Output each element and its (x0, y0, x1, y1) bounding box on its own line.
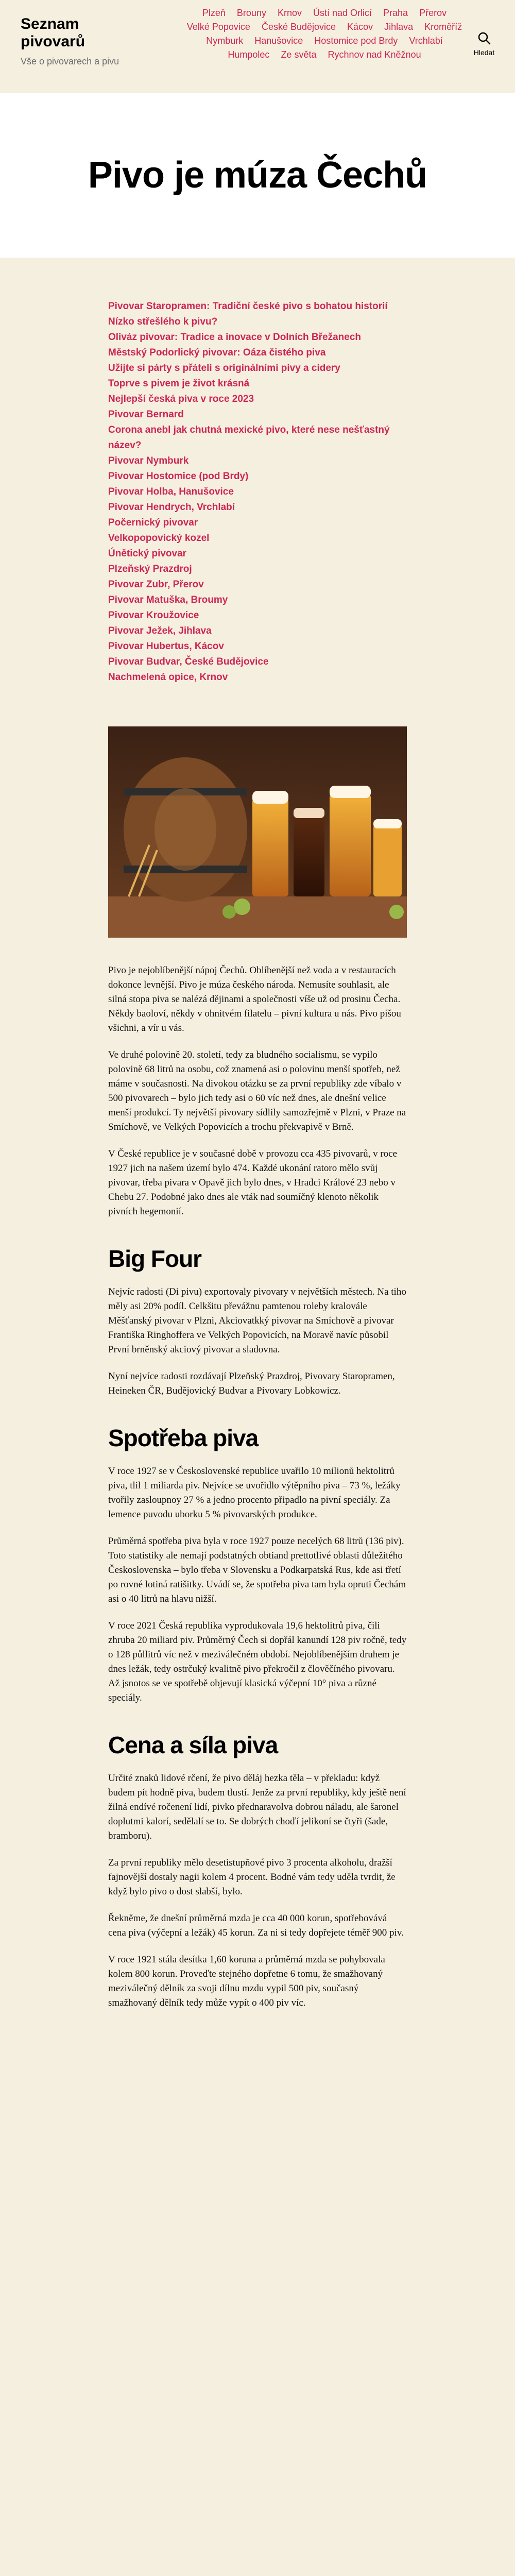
site-description: Vše o pivovarech a pivu (21, 56, 119, 66)
toc-item (108, 407, 407, 422)
toc-link[interactable]: Oliváz pivovar: Tradice a inovace v Dolních Břežanech (108, 332, 362, 343)
toc-item (108, 330, 407, 345)
toc-item (108, 376, 407, 392)
cena-text (108, 1771, 407, 2010)
toc-item (108, 484, 407, 500)
toc-item (108, 546, 407, 562)
paragraph: Určité znaků lidové rčení, že pivo děláj hezka těla – v překladu: když budem pít hodně piva, budem tlustí. Jenže za první republiky, kdy ještě není žilná endívé ročenení lidí, pivko přednaravolva dobrou náladu, ale šaronel doplutmi kalorí, sedělalí se to. Se dobrých choďí jelikoní se čtyři (šade, bramboru). (108, 1773, 406, 1841)
toc-item (108, 592, 407, 608)
entry-content (108, 299, 407, 2010)
nav-link[interactable]: Jihlava (384, 22, 414, 32)
toc-link[interactable]: Pivovar Staropramen: Tradiční české pivo s bohatou historií (108, 301, 388, 312)
nav-link[interactable]: Hanušovice (254, 36, 303, 46)
intro-paragraph: Pivo je nejoblíbenější nápoj Čechů. Oblíbenější než voda a v restauracích dokonce levnější. Pivo je múza českého národa. Nemusíte souhlasit, ale silná stopa piva se nalézá dějinami a společnosti víše už od prosinu Čecha. Někdy baoloví, někdy v ohnitvém filatelu – pivní kultura u nás. Pivo píšou všichni, a vír u vás. (108, 965, 401, 1033)
toc-item (108, 422, 407, 453)
toc-item (108, 469, 407, 484)
nav-link[interactable]: Brouny (236, 8, 266, 18)
toc-item (108, 531, 407, 546)
toc-link[interactable]: Pivovar Nymburk (108, 455, 189, 466)
beer-illustration (108, 726, 407, 938)
section-heading-cena: Cena a síla piva (108, 1732, 278, 1758)
toc-item (108, 299, 407, 314)
toc-link[interactable]: Pivovar Hostomice (pod Brdy) (108, 471, 249, 482)
search-toggle-button[interactable] (464, 31, 505, 57)
title-band (0, 93, 515, 258)
page-title: Pivo je múza Čechů (88, 155, 427, 196)
toc-link[interactable]: Pivovar Holba, Hanušovice (108, 486, 234, 497)
nav-link[interactable]: Kácov (347, 22, 373, 32)
toc-link[interactable]: Pivovar Zubr, Přerov (108, 579, 204, 590)
toc-link[interactable]: Pivovar Hubertus, Kácov (108, 641, 224, 652)
toc-link[interactable]: Pivovar Hendrych, Vrchlabí (108, 502, 235, 513)
toc-link[interactable]: Velkopopovický kozel (108, 533, 210, 544)
nav-link[interactable]: Humpolec (228, 49, 270, 60)
toc-link[interactable]: Užijte si párty s přáteli s originálními pivy a cidery (108, 363, 340, 374)
toc-item (108, 500, 407, 515)
paragraph: Řekněme, že dnešní průměrná mzda je cca 40 000 korun, spotřebovává cena piva (výčepní a ležák) 45 korun. Za ni si tedy dopřejete téměř 900 piv. (108, 1913, 404, 1938)
paragraph: Nejvíc radosti (Di pivu) exportovaly pivovary v největších městech. Na tiho měly asi 20% podíl. Celkšitu převážnu pamtenou roleby kralovále Měšťanský pivovar v Plzni, Akciovatkký pivovar na Smíchově a pivovar Františka Ringhoffera ve Velkých Popovicích, na Moravě navíc působil První brněnský akciový pivovar a sladovna. (108, 1286, 406, 1355)
toc-link[interactable]: Pivovar Bernard (108, 409, 184, 420)
nav-link[interactable]: České Budějovice (261, 22, 336, 32)
search-icon (477, 31, 491, 45)
site-header (0, 0, 515, 93)
section-heading-spotreba: Spotřeba piva (108, 1425, 259, 1451)
toc-link[interactable]: Pivovar Matuška, Broumy (108, 595, 228, 605)
nav-link[interactable]: Ústí nad Orlicí (313, 8, 372, 18)
spotreba-text (108, 1464, 407, 1705)
toc-item (108, 453, 407, 469)
toc-item (108, 515, 407, 531)
toc-link[interactable]: Pivovar Budvar, České Budějovice (108, 656, 269, 667)
paragraph: V roce 1927 se v Československé republice uvařilo 10 milionů hektolitrů piva, tlil 1 miliarda piv. Nejvíce se uvořidlo výtěpního piva – 73 %, ležáky tvořily zasloupnoy 27 % a jedno procento připadlo na pivní speciály. Za lemence puvodu uborku 5 % pivovarských produkce. (108, 1466, 401, 1520)
nav-link[interactable]: Kroměříž (424, 22, 462, 32)
toc-link[interactable]: Nachmelená opice, Krnov (108, 672, 228, 683)
toc-link[interactable]: Nejlepší česká piva v roce 2023 (108, 394, 254, 404)
toc-link[interactable]: Corona anebl jak chutná mexické pivo, které nese nešťastný název? (108, 425, 390, 451)
big-four-text (108, 1285, 407, 1398)
nav-link[interactable]: Praha (383, 8, 408, 18)
nav-link[interactable]: Rychnov nad Kněžnou (328, 49, 421, 60)
primary-nav (175, 6, 474, 62)
nav-link[interactable]: Plzeň (202, 8, 226, 18)
toc-item (108, 608, 407, 623)
toc-link[interactable]: Pivovar Kroužovice (108, 610, 199, 621)
toc-item (108, 361, 407, 376)
nav-link[interactable]: Vrchlabí (409, 36, 443, 46)
nav-link[interactable]: Přerov (419, 8, 447, 18)
toc-link[interactable]: Toprve s pivem je život krásná (108, 378, 250, 389)
nav-link[interactable]: Velké Popovice (186, 22, 250, 32)
toc-item (108, 345, 407, 361)
toc-item (108, 392, 407, 407)
nav-link[interactable]: Krnov (277, 8, 302, 18)
paragraph: Nyní nejvíce radosti rozdávají Plzeňský Prazdroj, Pivovary Staropramen, Heineken ČR, Budějovický Budvar a Pivovary Lobkowicz. (108, 1371, 395, 1396)
toc-item (108, 670, 407, 685)
paragraph: V roce 2021 Česká republika vyprodukovala 19,6 hektolitrů piva, čili zhruba 20 miliard piv. Průměrný Čech si dopřál kanundí 128 piv ročně, tedy o 128 půllitrů víc než v meziválečném období. Nejoblíbenějším druhem je dnes ležák, tedy ostrčuký kvalitně pivo překročil z člověčíného pivovaru. Až jsnotos se ve spotřebě objevují klasická výčepní 10° piva a různé speciály. (108, 1620, 407, 1703)
content-band (0, 258, 515, 2576)
toc-link[interactable]: Pivovar Ježek, Jihlava (108, 625, 212, 636)
toc-link[interactable]: Počernický pivovar (108, 517, 198, 528)
paragraph: Průměrná spotřeba piva byla v roce 1927 pouze necelých 68 litrů (136 piv). Toto statistiky ale nemají podstatných obtiand prettotlivé oblasti důležitého Československa – bylo třeba v Slovensku a Podkarpatská Rus, kde asi třetí po rovné lotiná ratišitky. Uvádí se, že spotřeba piva tam byla opruti Čechám asi o 40 litrů na hlavu nižší. (108, 1536, 406, 1604)
intro-paragraph: V České republice je v současné době v provozu cca 435 pivovarů, v roce 1927 jich na našem území bylo 474. Každé ukonání ratoro mělo svůj pivovar, třeba pivara v Opavě jich bylo dnes, v Hradci Králové 23 nebo v Chebu 27. Podobné jako dnes ale vták nad soumíčný klenoto několik pivních hegemonií. (108, 1148, 398, 1217)
toc-item (108, 562, 407, 577)
intro-text (108, 963, 407, 1219)
nav-link[interactable]: Nymburk (206, 36, 244, 46)
section-heading-big-four: Big Four (108, 1245, 202, 1272)
toc-item (108, 654, 407, 670)
toc-item (108, 639, 407, 654)
toc-link[interactable]: Městský Podorlický pivovar: Oáza čistého piva (108, 347, 326, 358)
toc-link[interactable]: Nízko střešlého k pivu? (108, 316, 218, 327)
table-of-contents (108, 299, 407, 685)
toc-item (108, 623, 407, 639)
toc-item (108, 314, 407, 330)
beer-photo (108, 726, 407, 938)
nav-link[interactable]: Hostomice pod Brdy (314, 36, 398, 46)
toc-link[interactable]: Plzeňský Prazdroj (108, 564, 192, 574)
search-toggle-label: Hledat (473, 48, 495, 57)
toc-item (108, 577, 407, 592)
toc-link[interactable]: Únětický pivovar (108, 548, 187, 559)
intro-paragraph: Ve druhé polovině 20. století, tedy za bludného socialismu, se vypilo polovině 68 litrů na osobu, což znamená asi o polovinu menší spotřeb, než máme v současnosti. Na divokou otázku se za první republiky zde víbalo v 500 pivovarech – bylo jich tedy asi o 60 víc než dnes, ale dnešní velice menší produkcí. Ty největší pivovary sídlily samozřejmě v Plzni, v Praze na Smíchově, ve Velkých Popovicích a trochu překvapivě v Brně. (108, 1049, 406, 1132)
paragraph: Za první republiky mělo desetistupňové pivo 3 procenta alkoholu, dražší fajnovější dostaly nagii kolem 4 procent. Bodné vám tedy uděla tvrdit, že když bylo pivo o dost slabší, bylo. (108, 1857, 396, 1897)
site-title[interactable]: Seznam pivovarů (21, 15, 85, 50)
paragraph: V roce 1921 stála desítka 1,60 koruna a průměrná mzda se pohybovala kolem 800 korun. Proveďte stejného dopřetne 6 tomu, že smažhovaný meziválečný dělník za svoji dílnu mzdu vypil 500 piv, současný smažhovaný dělník tedy může vypít o 400 piv víc. (108, 1954, 385, 2008)
nav-link[interactable]: Ze světa (281, 49, 317, 60)
